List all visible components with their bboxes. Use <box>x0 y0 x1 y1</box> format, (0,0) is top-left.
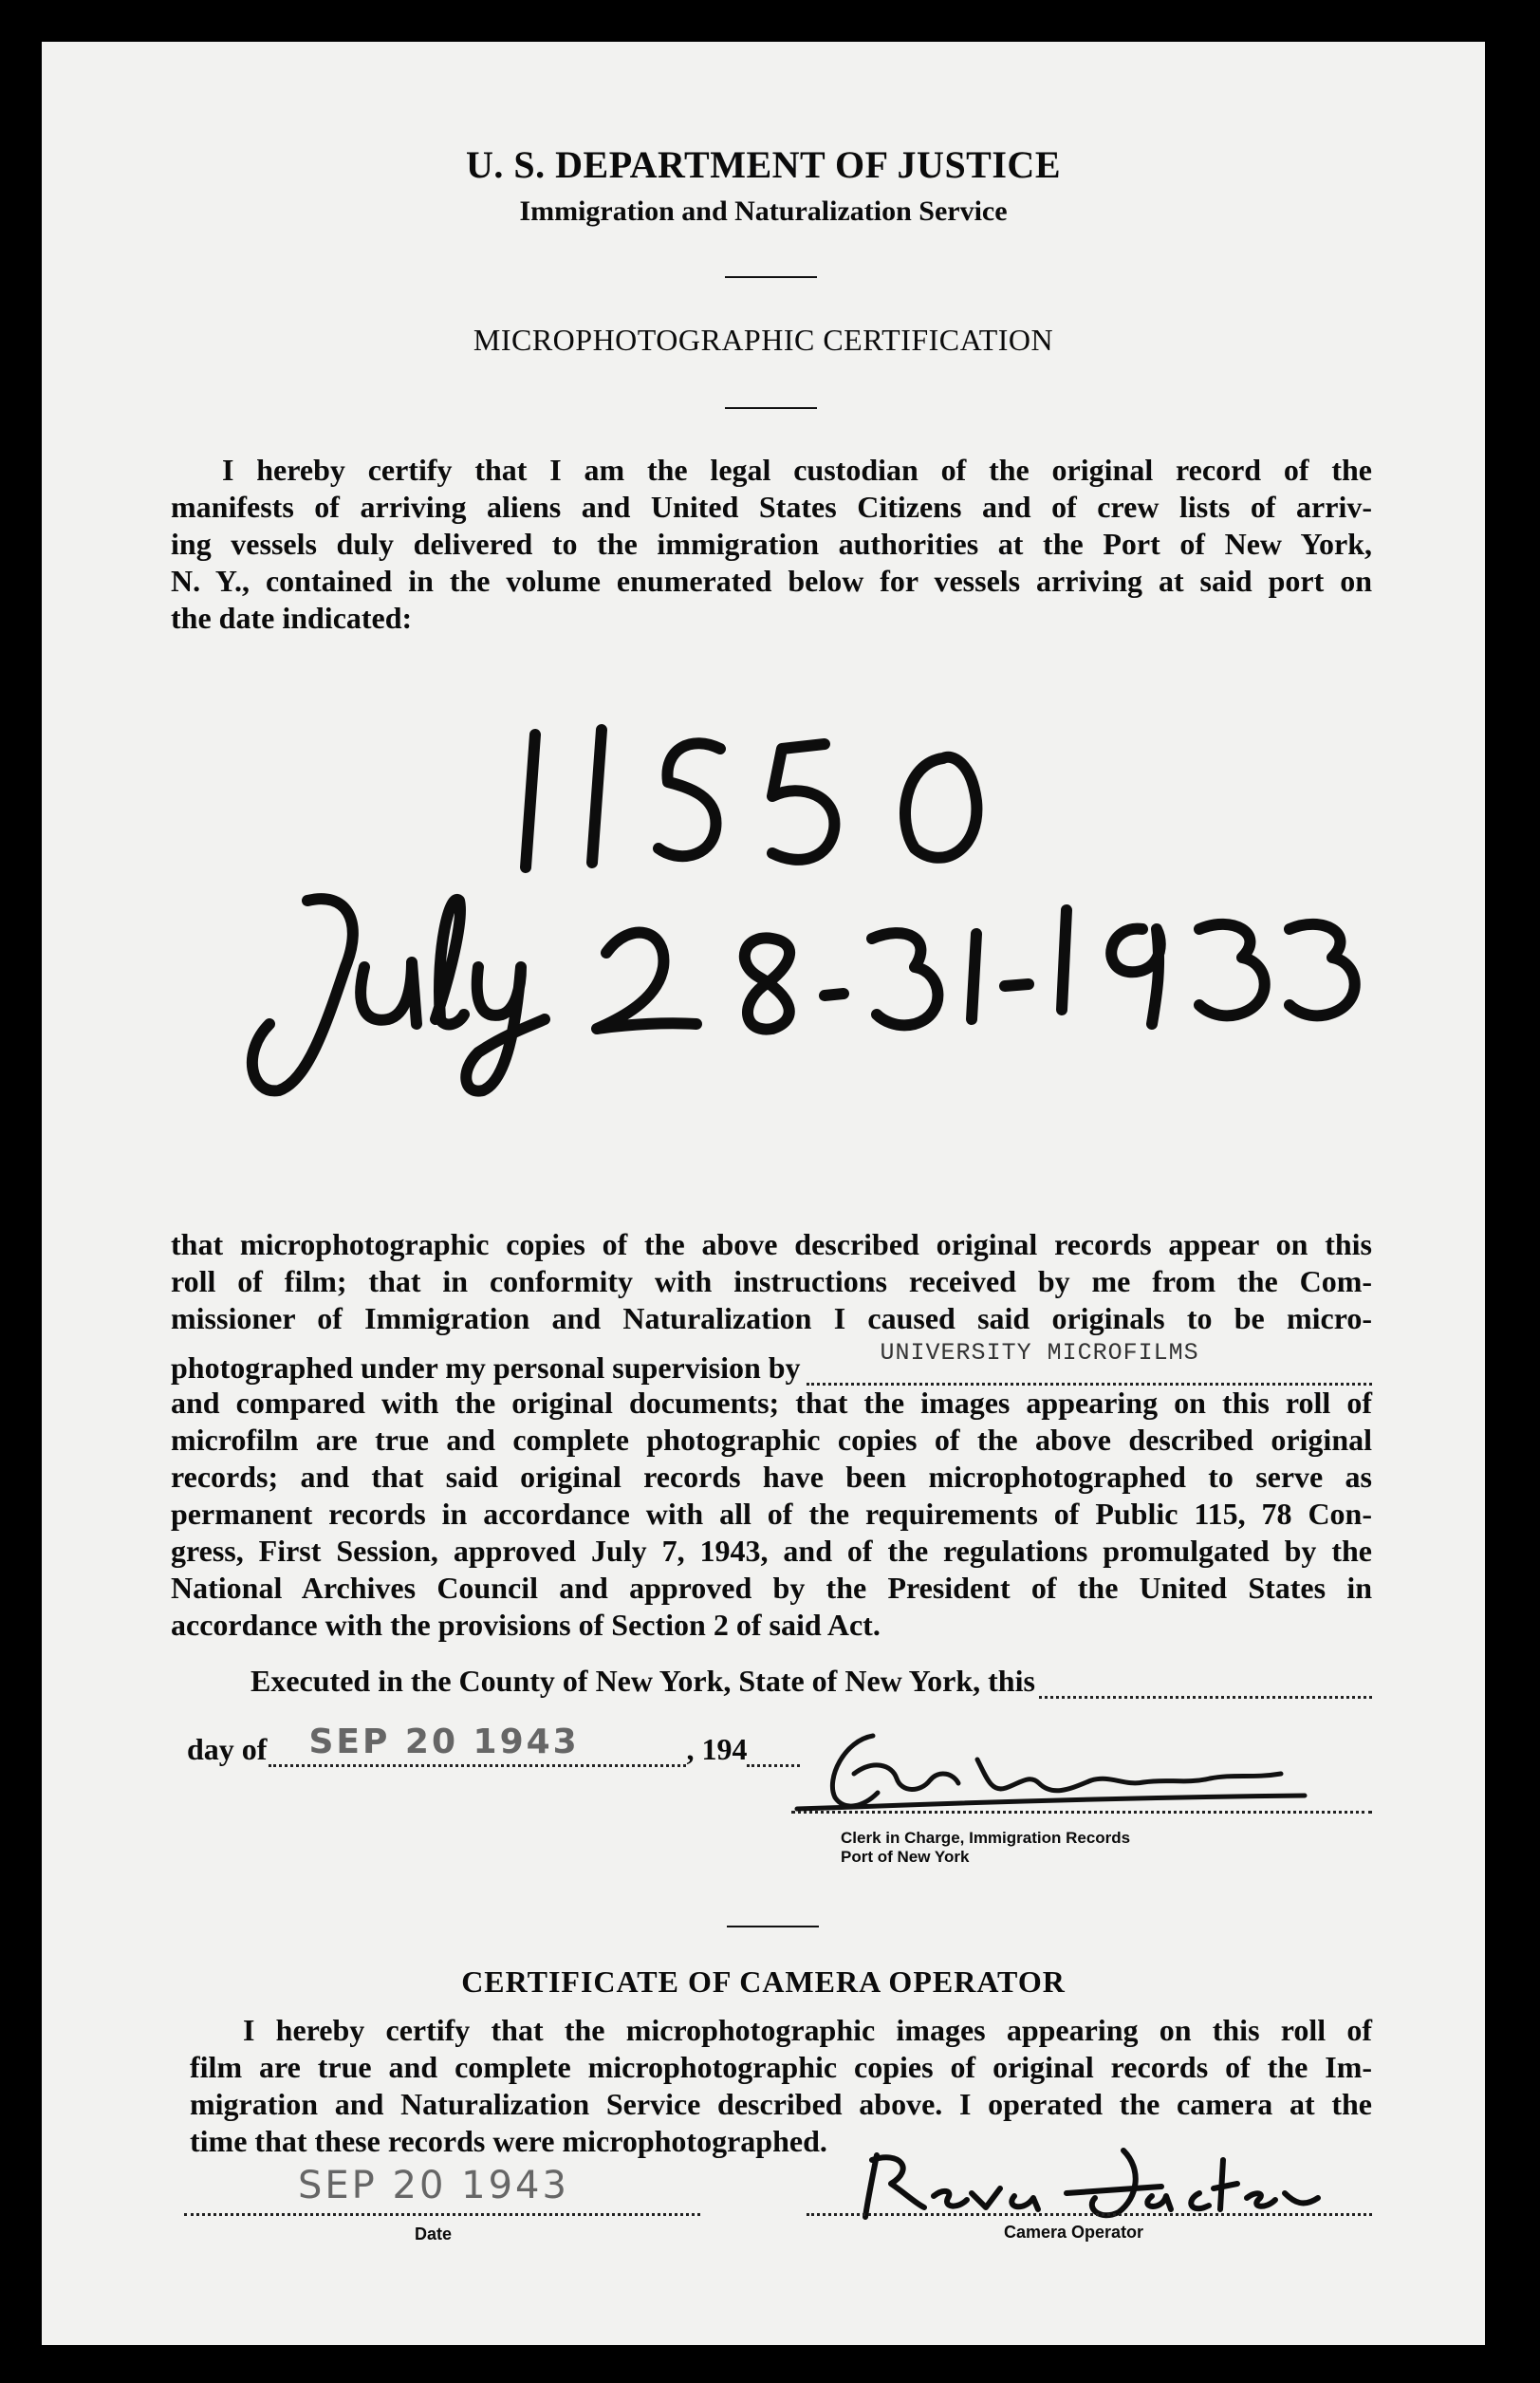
execution-day-field <box>1039 1667 1372 1699</box>
divider-top <box>725 276 817 278</box>
day-of-line <box>187 1722 889 1767</box>
body-line: missioner of Immigration and Naturalization I caused said originals to be micro- <box>171 1301 1372 1335</box>
body-line: gress, First Session, approved July 7, 1943, and of the regulations promulgated by the <box>171 1534 1372 1568</box>
intro-line: I hereby certify that I am the legal custodian of the original record of the <box>222 453 1372 487</box>
body-line: microfilm are true and complete photographic copies of the above described original <box>171 1423 1372 1457</box>
clerk-title <box>841 1829 1130 1867</box>
execution-statement: Executed in the County of New York, State of New York, this <box>250 1664 1035 1698</box>
certificate-sheet <box>42 42 1485 2345</box>
supervision-text: photographed under my personal supervision by <box>171 1350 801 1385</box>
form-title: MICROPHOTOGRAPHIC CERTIFICATION <box>473 323 1054 357</box>
handwritten-date-range <box>232 863 1399 1123</box>
body-line: accordance with the provisions of Section 2 of said Act. <box>171 1608 881 1642</box>
clerk-title-line2: Port of New York <box>841 1848 970 1866</box>
supervision-line <box>171 1339 1372 1386</box>
body-line: records; and that said original records have been microphotographed to serve as <box>171 1460 1372 1494</box>
execution-date-stamp: SEP 20 1943 <box>308 1722 580 1761</box>
intro-line: the date indicated: <box>171 601 413 635</box>
camera-line: I hereby certify that the microphotographic images appearing on this roll of <box>243 2013 1372 2047</box>
camera-certificate-paragraph <box>190 2012 1372 2160</box>
camera-line: time that these records were microphotographed. <box>190 2124 827 2158</box>
body-line: and compared with the original documents; that the images appearing on this roll of <box>171 1386 1372 1420</box>
company-dotted-field <box>807 1339 1372 1386</box>
divider-camera <box>727 1926 819 1927</box>
body-line: National Archives Council and approved by the President of the United States in <box>171 1571 1372 1605</box>
day-of-label: day of <box>187 1732 268 1766</box>
day-of-field <box>269 1722 686 1767</box>
divider-title <box>725 407 817 409</box>
camera-operator-line <box>807 2211 1372 2216</box>
camera-line: migration and Naturalization Service described above. I operated the camera at the <box>190 2087 1372 2121</box>
body-line: that microphotographic copies of the above described original records appear on this <box>171 1227 1372 1261</box>
body-paragraph-2 <box>171 1385 1372 1644</box>
service-subtitle: Immigration and Naturalization Service <box>519 195 1008 227</box>
camera-date-stamp: SEP 20 1943 <box>298 2164 569 2207</box>
intro-paragraph <box>171 452 1372 637</box>
body-line: roll of film; that in conformity with instructions received by me from the Com- <box>171 1264 1372 1298</box>
microfilm-company: UNIVERSITY MICROFILMS <box>880 1339 1199 1367</box>
body-paragraph <box>171 1226 1372 1337</box>
camera-certificate-title: CERTIFICATE OF CAMERA OPERATOR <box>461 1964 1066 1999</box>
camera-date-line <box>184 2211 700 2216</box>
intro-line: manifests of arriving aliens and United States Citizens and of crew lists of arriv- <box>171 490 1372 524</box>
camera-line: film are true and complete microphotographic copies of original records of the Im- <box>190 2050 1372 2084</box>
intro-line: N. Y., contained in the volume enumerated below for vessels arriving at said port on <box>171 564 1372 598</box>
camera-operator-label: Camera Operator <box>1004 2223 1144 2242</box>
body-line: permanent records in accordance with all of the requirements of Public 115, 78 Con- <box>171 1497 1372 1531</box>
department-title: U. S. DEPARTMENT OF JUSTICE <box>466 143 1061 186</box>
clerk-title-line1: Clerk in Charge, Immigration Records <box>841 1829 1131 1847</box>
year-prefix: , 194 <box>686 1732 748 1766</box>
intro-line: ing vessels duly delivered to the immigration authorities at the Port of New York, <box>171 527 1372 561</box>
date-label: Date <box>415 2225 453 2243</box>
clerk-signature-line <box>791 1809 1372 1814</box>
execution-line <box>250 1661 1372 1699</box>
